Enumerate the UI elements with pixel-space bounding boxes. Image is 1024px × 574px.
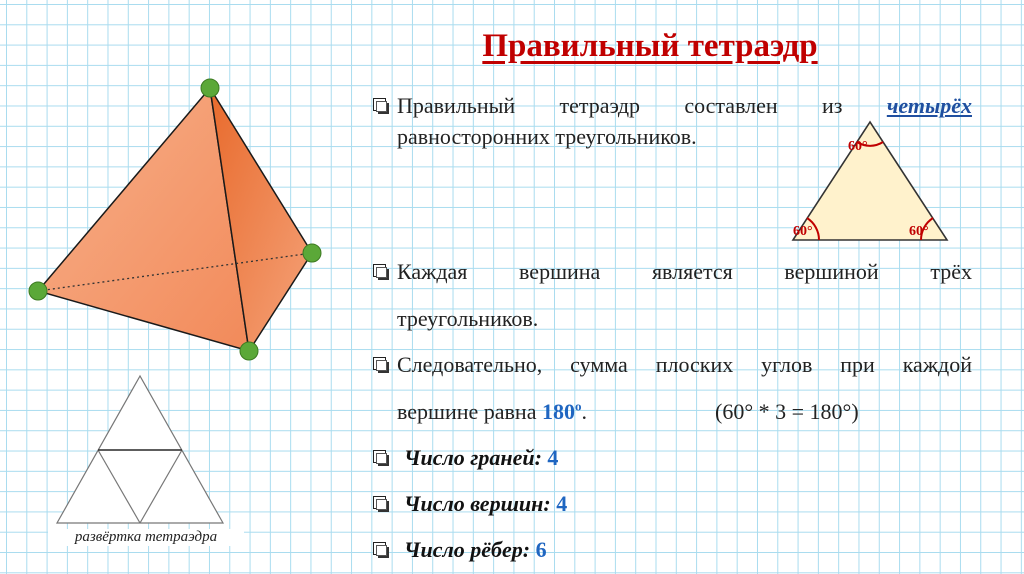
faces-value: 4: [547, 445, 559, 470]
vertices-value: 4: [556, 491, 568, 516]
bullet-1-word: составлен: [684, 93, 778, 118]
angle-left-label: 60°: [793, 224, 813, 239]
bullet-1-word: из: [822, 93, 843, 118]
bullet-2-word: вершина: [519, 259, 601, 284]
vertices-label: Число вершин:: [404, 491, 551, 516]
bullet-2-line-2: треугольников.: [397, 306, 539, 331]
bullet-3-period: .: [581, 399, 587, 424]
angle-right-label: 60°: [909, 224, 929, 239]
slide-title: Правильный тетраэдр: [482, 28, 818, 64]
vertex-top: [201, 79, 219, 97]
faces-line: [404, 444, 558, 472]
bullet-1-word: Правильный: [397, 93, 516, 118]
bullet-1-line-2: равносторонних треугольников.: [397, 124, 697, 149]
bullet-2-word: Каждая: [397, 259, 468, 284]
angle-top-label: 60°: [848, 139, 868, 154]
bullet-1-icon: [373, 98, 386, 111]
bullet-3-value: 180: [541, 399, 575, 424]
bullet-2-word: трёх: [930, 259, 972, 284]
bullet-2-icon: [373, 264, 386, 277]
bullet-2-word: вершиной: [784, 259, 879, 284]
bullet-6-icon: [373, 542, 386, 555]
bullet-1-word: тетраэдр: [559, 93, 641, 118]
equilateral-triangle-figure: [785, 112, 955, 247]
bullet-3-icon: [373, 357, 386, 370]
bullet-3-prefix: вершине равна: [397, 399, 537, 424]
bullet-3-line-2: [397, 398, 897, 426]
vertex-bottom: [240, 342, 258, 360]
edges-line: [404, 536, 547, 564]
tetrahedron-net: [52, 370, 242, 530]
bullet-3-line-1: Следовательно, сумма плоских углов при каждой: [397, 352, 972, 377]
bullet-3-degree: о: [574, 398, 582, 414]
vertices-line: [404, 490, 567, 518]
bullet-5-icon: [373, 496, 386, 509]
bullet-1-highlight: четырёх: [886, 93, 972, 118]
vertex-right: [303, 244, 321, 262]
bullet-2-line-1: [397, 258, 972, 286]
bullet-3-formula: (60° * 3 = 180°): [715, 399, 859, 424]
faces-label: Число граней:: [404, 445, 542, 470]
bullet-4-icon: [373, 450, 386, 463]
edges-label: Число рёбер:: [404, 537, 531, 562]
net-caption: развёртка тетраэдра: [48, 529, 244, 546]
vertex-left: [29, 282, 47, 300]
bullet-2-word: является: [651, 259, 733, 284]
edges-value: 6: [535, 537, 547, 562]
